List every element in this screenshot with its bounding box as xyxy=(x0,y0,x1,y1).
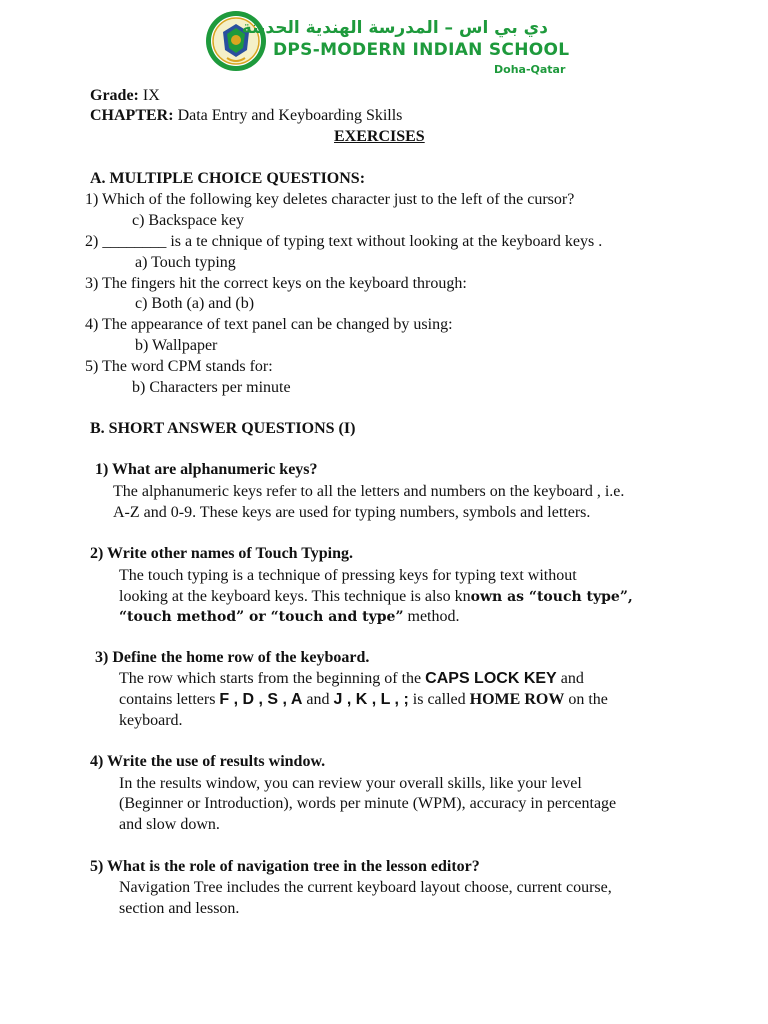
exercises-heading: EXERCISES xyxy=(334,128,425,145)
mcq-2-answer: a) Touch typing xyxy=(135,254,236,271)
saq-1-answer-line-2: A-Z and 0-9. These keys are used for typing numbers, symbols and letters. xyxy=(113,504,591,521)
chapter-value: Data Entry and Keyboarding Skills xyxy=(177,107,403,124)
saq-3-text-e: is called xyxy=(408,691,470,708)
grade-label: Grade: xyxy=(90,87,139,104)
chapter-line xyxy=(90,106,402,126)
saq-3-answer-line-1 xyxy=(119,669,584,689)
mcq-3-answer: c) Both (a) and (b) xyxy=(135,295,255,312)
mcq-5-question: 5) The word CPM stands for: xyxy=(85,358,273,375)
saq-3-question: 3) Define the home row of the keyboard. xyxy=(95,649,370,666)
caps-lock-key-term: CAPS LOCK KEY xyxy=(425,670,557,687)
school-name-arabic: دي بي اس – المدرسة الهندية الحديثة xyxy=(241,18,548,38)
mcq-5-answer: b) Characters per minute xyxy=(132,379,291,396)
mcq-2-question: 2) ________ is a te chnique of typing text without looking at the keyboard keys . xyxy=(85,233,603,250)
saq-3-text-f: on the xyxy=(564,691,608,708)
saq-2-line-3-text: method. xyxy=(403,608,460,625)
mcq-4-question: 4) The appearance of text panel can be changed by using: xyxy=(85,316,453,333)
chapter-label: CHAPTER: xyxy=(90,107,174,124)
saq-3-answer-line-3: keyboard. xyxy=(119,712,183,729)
left-home-keys: F , D , S , A xyxy=(219,691,303,708)
saq-1-question: 1) What are alphanumeric keys? xyxy=(95,461,318,478)
saq-4-question: 4) Write the use of results window. xyxy=(90,753,326,770)
saq-1-answer-line-1: The alphanumeric keys refer to all the letters and numbers on the keyboard , i.e. xyxy=(113,483,625,500)
saq-5-answer-line-2: section and lesson. xyxy=(119,900,240,917)
saq-3-answer-line-2 xyxy=(119,690,608,710)
mcq-1-answer: c) Backspace key xyxy=(132,212,244,229)
mcq-1-question: 1) Which of the following key deletes character just to the left of the cursor? xyxy=(85,191,575,208)
mcq-3-question: 3) The fingers hit the correct keys on the keyboard through: xyxy=(85,275,467,292)
saq-2-answer-line-3 xyxy=(119,607,460,627)
saq-2-line-3-emphasis: “touch method” or “touch and type” xyxy=(119,609,404,625)
saq-2-answer-line-1: The touch typing is a technique of pressing keys for typing text without xyxy=(119,567,577,584)
saq-5-question: 5) What is the role of navigation tree in the lesson editor? xyxy=(90,858,480,875)
saq-4-answer-line-2: (Beginner or Introduction), words per minute (WPM), accuracy in percentage xyxy=(119,795,617,812)
school-name: DPS-MODERN INDIAN SCHOOL xyxy=(273,40,570,60)
grade-value: IX xyxy=(142,87,160,104)
section-b-title: B. SHORT ANSWER QUESTIONS (I) xyxy=(90,420,356,437)
saq-3-text-b: and xyxy=(556,670,584,687)
saq-5-answer-line-1: Navigation Tree includes the current keyboard layout choose, current course, xyxy=(119,879,612,896)
saq-4-answer-line-1: In the results window, you can review your overall skills, like your level xyxy=(119,775,582,792)
mcq-4-answer: b) Wallpaper xyxy=(135,337,218,354)
grade-line xyxy=(90,86,160,106)
school-city: Doha-Qatar xyxy=(494,63,566,76)
saq-2-question: 2) Write other names of Touch Typing. xyxy=(90,545,353,562)
school-header xyxy=(205,10,570,80)
home-row-term: HOME ROW xyxy=(469,691,565,708)
saq-2-line-2-emphasis: own as “touch type”, xyxy=(470,589,633,605)
saq-2-line-2-text: looking at the keyboard keys. This technique is also kn xyxy=(119,588,471,605)
saq-3-text-c: contains letters xyxy=(119,691,220,708)
saq-4-answer-line-3: and slow down. xyxy=(119,816,220,833)
right-home-keys: J , K , L , ; xyxy=(333,691,409,708)
saq-3-text-a: The row which starts from the beginning of the xyxy=(119,670,426,687)
saq-3-text-d: and xyxy=(302,691,334,708)
saq-2-answer-line-2 xyxy=(119,587,633,607)
section-a-title: A. MULTIPLE CHOICE QUESTIONS: xyxy=(90,170,366,187)
